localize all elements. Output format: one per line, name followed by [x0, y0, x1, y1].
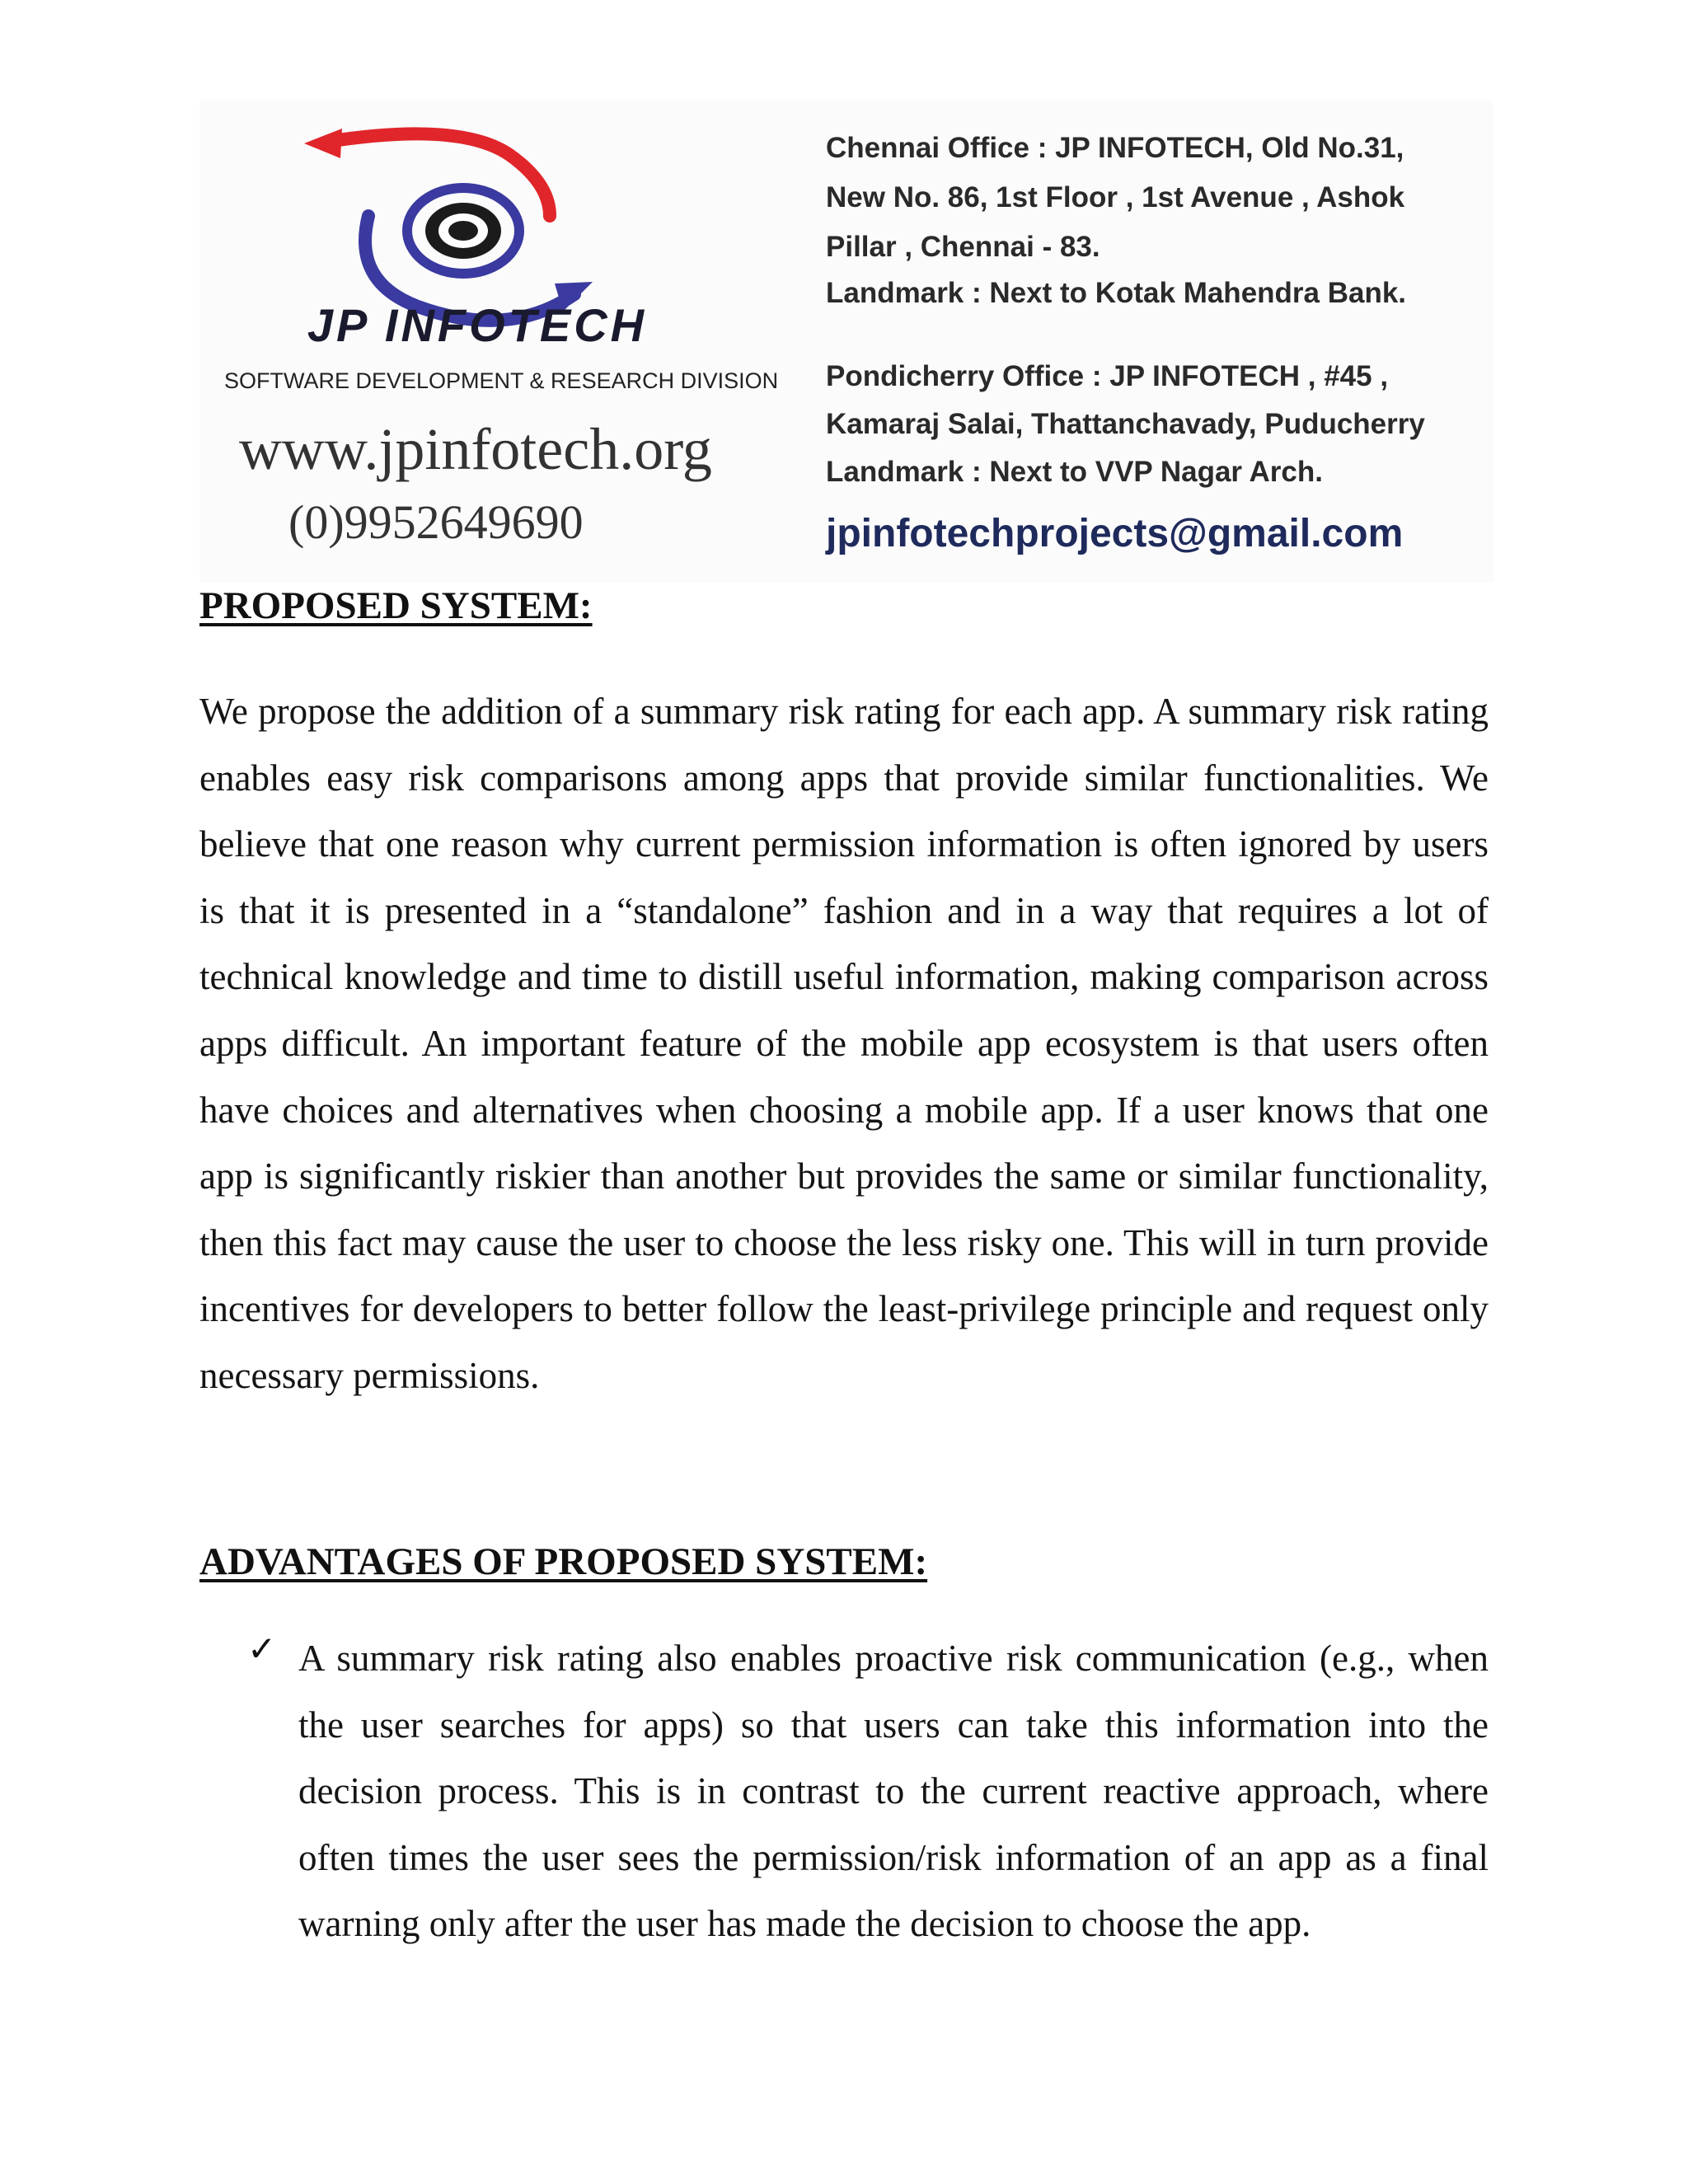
brand-phone: (0)9952649690	[288, 495, 584, 549]
brand-name: JP INFOTECH	[307, 299, 648, 351]
letterhead	[199, 101, 1493, 583]
pondicherry-office	[826, 353, 1485, 496]
proposed-system-paragraph: We propose the addition of a summary risk rating for each app. A summary risk rating enables easy risk comparisons among apps that provide similar functionalities. We believe that one reason why current permission information is often ignored by users is that it is presented in a “standalone” fashion and in a way that requires a lot of technical knowledge and time to distill useful information, making comparison across apps difficult. An important feature of the mobile app ecosystem is that users often have choices and alternatives when choosing a mobile app. If a user knows that one app is significantly riskier than another but provides the same or similar functionality, then this fact may cause the user to choose the less risky one. This will in turn provide incentives for developers to better follow the least-privilege principle and request only necessary permissions.	[199, 691, 1489, 1396]
chennai-office-landmark: Landmark : Next to Kotak Mahendra Bank.	[826, 277, 1407, 309]
pondicherry-office-line-1: Pondicherry Office : JP INFOTECH , #45 ,	[826, 360, 1389, 392]
chennai-office-line-3: Pillar , Chennai - 83.	[826, 231, 1100, 263]
advantages-list	[199, 1625, 1489, 1957]
brand-website: www.jpinfotech.org	[239, 416, 712, 482]
advantage-text: A summary risk rating also enables proactive risk communication (e.g., when the user searches for apps) so that users can take this information into the decision process. This is in contrast to the current reactive approach, where often times the user sees the permission/risk information of an app as a final warning only after the user has made the decision to choose the app.	[298, 1638, 1489, 1945]
company-logo-icon	[302, 117, 657, 397]
chennai-office	[826, 124, 1485, 315]
contact-email: jpinfotechprojects@gmail.com	[826, 512, 1404, 555]
proposed-system-heading: PROPOSED SYSTEM:	[199, 584, 593, 627]
checkmark-icon: ✓	[247, 1629, 277, 1669]
list-item	[199, 1625, 1489, 1957]
pondicherry-office-line-2: Kamaraj Salai, Thattanchavady, Puducherry	[826, 408, 1425, 440]
pondicherry-office-landmark: Landmark : Next to VVP Nagar Arch.	[826, 456, 1323, 488]
brand-division: SOFTWARE DEVELOPMENT & RESEARCH DIVISION	[224, 368, 779, 393]
chennai-office-line-1: Chennai Office : JP INFOTECH, Old No.31,	[826, 132, 1404, 164]
advantages-heading: ADVANTAGES OF PROPOSED SYSTEM:	[199, 1540, 928, 1583]
chennai-office-line-2: New No. 86, 1st Floor , 1st Avenue , Ashok	[826, 181, 1405, 213]
